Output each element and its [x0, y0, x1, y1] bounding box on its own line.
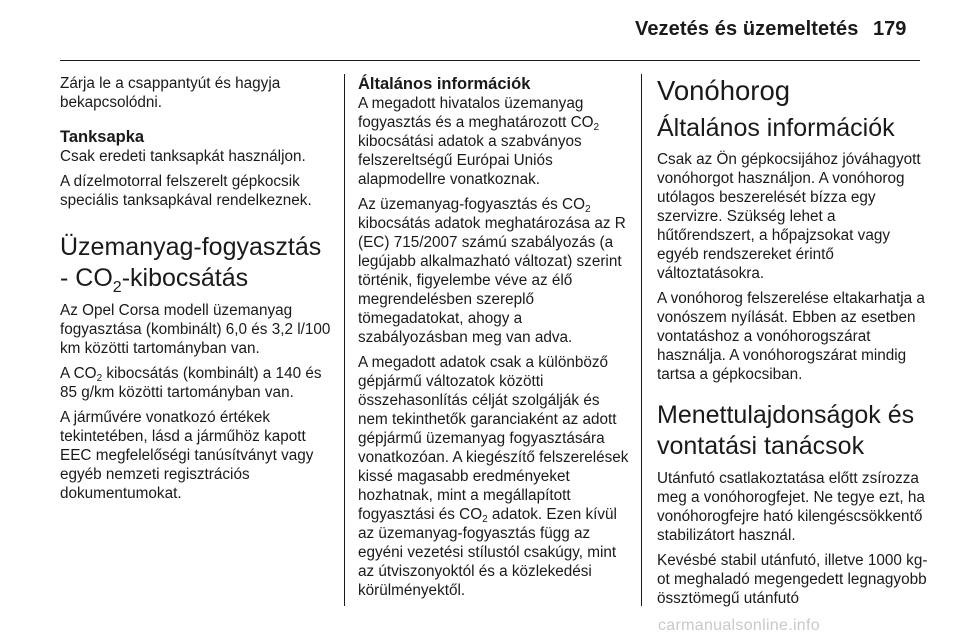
- tanksapka-paragraph-1: Csak eredeti tanksapkát használjon.: [60, 148, 306, 165]
- page-number: 179: [873, 18, 907, 40]
- general-info-paragraph-2: Az üzemanyag-fogyasztás és $CO_2$ kibocsátás adatok meghatározása az R (EC) 715/2007 számú szabályozás (a legújabb alkalmazható változat) szerint történik, figyelembe véve az élő megrendelésben szereplő tömegadatokat, ahogy a szabályozásban meg van adva.: [358, 196, 626, 346]
- intro-paragraph: Zárja le a csappantyút és hagyja bekapcsolódni.: [60, 75, 281, 111]
- towing-paragraph-4: Kevésbé stabil utánfutó, illetve 1000 kg-ot meghaladó megengedett legnagyobb össztömegű utánfutó: [657, 552, 928, 607]
- watermark: carmanualsonline.info: [658, 617, 820, 634]
- header-rule: [60, 60, 920, 61]
- column-1: [60, 74, 335, 509]
- general-info-heading: Általános információk: [358, 75, 531, 93]
- towing-hitch-title: Vonóhorog: [657, 75, 791, 106]
- towing-paragraph-2: A vonóhorog felszerelése eltakarhatja a vonószem nyílását. Ebben az esetben vontatáshoz a vonóhorogszárat használja. A vonóhorogszárat mindig tartsa a gépkocsiban.: [657, 290, 925, 383]
- header-title: Vezetés és üzemeltetés: [635, 18, 859, 40]
- fuel-consumption-heading: Üzemanyag-fogyasztás - $CO_2$-kibocsátás: [60, 233, 322, 296]
- column-divider-2: [641, 74, 642, 606]
- driving-tips-heading: Menettulajdonságok és vontatási tanácsok: [657, 401, 915, 460]
- tanksapka-heading: Tanksapka: [60, 128, 145, 146]
- towing-general-heading: Általános információk: [657, 114, 895, 142]
- towing-paragraph-3: Utánfutó csatlakoztatása előtt zsírozza meg a vonóhorogfejet. Ne tegye ezt, ha vonóhorogfejre ható kilengéscsökkentő stabilizátort használ.: [657, 470, 925, 544]
- fuel-paragraph-2: A $CO_2$ kibocsátás (kombinált) a 140 és 85 g/km közötti tartományban van.: [60, 365, 322, 401]
- column-2: [358, 74, 633, 606]
- general-info-paragraph-1: A megadott hivatalos üzemanyag fogyasztás és a meghatározott $CO_2$ kibocsátási adatok a szabványos felszereltségű Európai Uniós alapmodellre vonatkoznak.: [358, 95, 600, 188]
- column-3: [657, 74, 932, 614]
- fuel-paragraph-1: Az Opel Corsa modell üzemanyag fogyasztása (kombinált) 6,0 és 3,2 l/100 km közötti tartományban van.: [60, 302, 331, 357]
- towing-paragraph-1: Csak az Ön gépkocsijához jóváhagyott vonóhorgot használjon. A vonóhorog utólagos beszerelését bízza egy szervizre. Szükség lehet a hűtőrendszert, a hőpajzsokat vagy egyéb rendszereket érintő változtatásokra.: [657, 151, 921, 282]
- fuel-paragraph-3: A járművére vonatkozó értékek tekintetében, lásd a járműhöz kapott EEC megfelelőségi tanúsítványt vagy egyéb nemzeti regisztrációs dokumentumokat.: [60, 409, 314, 502]
- general-info-paragraph-3: A megadott adatok csak a különböző gépjármű változatok közötti összehasonlítás célját szolgálják és nem tekinthetők garanciaként az adott gépjármű üzemanyag fogyasztására vonatkozóan. A kiegészítő felszerelések kissé magasabb eredményeket hozhatnak, mint a megállapított fogyasztási és $CO_2$ adatok. Ezen kívül az üzemanyag-fogyasztás függ az egyéni vezetési stílustól csakúgy, mint az útviszonyoktól és a közlekedési körülményektől.: [358, 354, 629, 599]
- tanksapka-paragraph-2: A dízelmotorral felszerelt gépkocsik speciális tanksapkával rendelkeznek.: [60, 173, 312, 209]
- page-header: [0, 0, 960, 62]
- column-divider-1: [344, 74, 345, 606]
